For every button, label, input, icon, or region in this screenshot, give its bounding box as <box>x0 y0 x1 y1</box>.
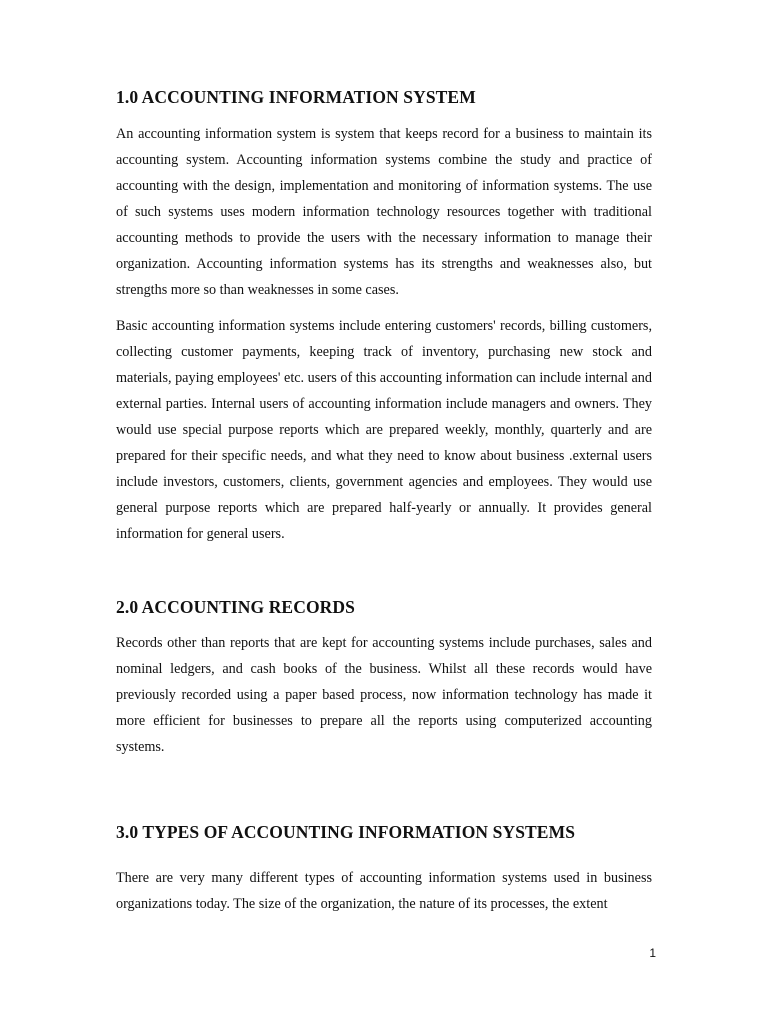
section-3-paragraph-1: There are very many different types of accounting information systems used in business organizations today. The size of the organization, the nature of its processes, the extent <box>116 870 652 912</box>
section-2-heading: 2.0 ACCOUNTING RECORDS <box>116 597 355 617</box>
section-1-heading: 1.0 ACCOUNTING INFORMATION SYSTEM <box>116 87 476 107</box>
section-1-paragraph-2: Basic accounting information systems include entering customers' records, billing customers, collecting customer payments, keeping track of inventory, purchasing new stock and materials, paying employees' etc. users of this accounting information can include internal and external parties. Internal users of accounting information include managers and owners. They would use special purpose reports which are prepared weekly, monthly, quarterly and are prepared for their specific needs, and what they need to know about business .external users include investors, customers, clients, government agencies and employees. They would use general purpose reports which are prepared half-yearly or annually. It provides general information for general users. <box>116 318 652 542</box>
section-3-heading: 3.0 TYPES OF ACCOUNTING INFORMATION SYSTEMS <box>116 822 576 842</box>
section-1-paragraph-1: An accounting information system is system that keeps record for a business to maintain its accounting system. Accounting information systems combine the study and practice of accounting with the design, implementation and monitoring of information systems. The use of such systems uses modern information technology resources together with traditional accounting methods to provide the users with the necessary information to manage their organization. Accounting information systems has its strengths and weaknesses also, but strengths more so than weaknesses in some cases. <box>116 126 652 298</box>
section-2-paragraph-1: Records other than reports that are kept for accounting systems include purchases, sales and nominal ledgers, and cash books of the business. Whilst all these records would have previously recorded using a paper based process, now information technology has made it more efficient for businesses to prepare all the reports using computerized accounting systems. <box>116 635 652 755</box>
page-number: 1 <box>649 946 656 960</box>
